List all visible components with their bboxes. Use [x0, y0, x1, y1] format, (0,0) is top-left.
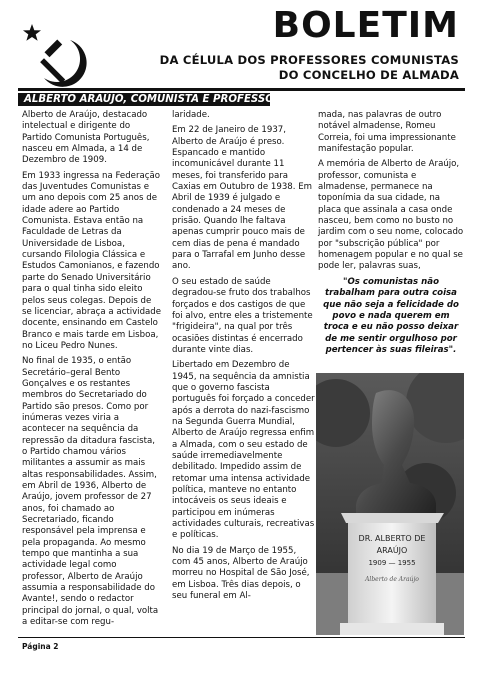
bust-photo	[316, 373, 464, 635]
paragraph: laridade.	[172, 110, 210, 120]
star-icon	[23, 24, 41, 41]
plaque-line3: 1909 — 1955	[368, 559, 416, 567]
paragraph: No final de 1935, o então Secretário–geral Bento Gonçalves e os restantes membros do Secretariado do Partido são presos. Como por inúmeras vezes viria a acontecer na sequência da repressão da ditadura fascista, o Partido chamou vários militantes a assumir as mais altas responsabilidades. Assim, em Abril de 1936, Alberto de Araújo, jovem professor de 27 anos, foi chamado ao Secretariado, ficando responsável pela imprensa e pela propaganda. Ao mesmo tempo que mantinha a sua actividade legal como professor, Alberto de Araújo assumia a responsabilidade do Avante!, sendo o redactor principal do jornal, o qual, volta a editar-se com regu-	[22, 356, 159, 628]
plaque-line2: ARAÚJO	[376, 546, 408, 555]
logo-hammer-sickle	[22, 22, 92, 92]
paragraph: Em 1933 ingressa na Federação das Juventudes Comunistas e um ano depois com 25 anos de idade adere ao Partido Comunista. Estava então na Faculdade de Letras da Universidade de Lisboa, cursando Filologia Clássica e Estudos Camonianos, e fazendo parte do Senado Universitário para o qual tinha sido eleito pelos seus colegas. Depois de se licenciar, abraça a actividade docente, ensinando em Castelo Branco e mais tarde em Lisboa, no Liceu Pedro Nunes.	[22, 170, 162, 351]
footer-divider	[18, 637, 465, 638]
pull-quote: "Os comunistas não trabalham para outra coisa que não seja a felicidade do povo e nada querem em troca e eu não posso deixar de me sentir orgulhoso por pertencer às suas fileiras".	[323, 276, 459, 355]
plaque-line1: DR. ALBERTO DE	[358, 534, 426, 543]
paragraph: Alberto de Araújo, destacado intelectual e dirigente do Partido Comunista Português, nasceu em Almada, a 14 de Dezembro de 1909.	[22, 110, 150, 166]
article-column-2	[172, 110, 316, 606]
paragraph: A memória de Alberto de Araújo, professor, comunista e almadense, permanece na toponímia da sua cidade, na placa que assinala a casa onde nasceu, bem como no busto no jardim com o seu nome, colocado por "subscrição pública" por homenagem popular e no qual se pode ler, palavras suas,	[318, 159, 464, 272]
newsletter-subtitle-line1: DA CÉLULA DOS PROFESSORES COMUNISTAS	[159, 53, 459, 67]
section-heading: ALBERTO ARAÚJO, COMUNISTA E PROFESSOR	[18, 93, 270, 106]
paragraph: Em 22 de Janeiro de 1937, Alberto de Araújo é preso. Espancado e mantido incomunicável durante 11 meses, foi transferido para Caxias em Outubro de 1938. Em Abril de 1939 é julgado e condenado a 24 meses de prisão. Quando lhe faltava apenas cumprir pouco mais de cem dias de pena é mandado para o Tarrafal em Junho desse ano.	[172, 125, 313, 272]
article-column-3	[318, 110, 464, 360]
plaque-signature: Alberto de Araújo	[365, 576, 419, 583]
header-divider	[18, 88, 465, 91]
paragraph: Libertado em Dezembro de 1945, na sequência da amnistia que o governo fascista português foi forçado a conceder após a derrota do nazi-fascismo na Segunda Guerra Mundial, Alberto de Araújo regressa enfim a Almada, com o seu estado de saúde irremediavelmente debilitado. Impedido assim de retomar uma intensa actividade política, manteve no entanto intocáveis os seus ideais e participou em inúmeras actividades culturais, recreativas e políticas.	[172, 360, 315, 541]
newsletter-subtitle-line2: DO CONCELHO DE ALMADA	[278, 68, 459, 82]
paragraph: No dia 19 de Março de 1955, com 45 anos, Alberto de Araújo morreu no Hospital de São José, em Lisboa. Três dias depois, o seu funeral em Al-	[172, 545, 310, 602]
page-number: Página 2	[22, 642, 59, 651]
article-column-1	[22, 110, 162, 632]
newsletter-title: BOLETIM	[272, 5, 459, 46]
paragraph: mada, nas palavras de outro notável almadense, Romeu Correia, foi uma impressionante manifestação popular.	[318, 110, 456, 155]
hammer-icon	[40, 40, 65, 84]
paragraph: O seu estado de saúde degradou-se fruto dos trabalhos forçados e dos castigos de que foi alvo, entre eles a tristemente "frigideira", na qual por três ocasiões distintas é encerrado durante vinte dias.	[172, 276, 313, 355]
